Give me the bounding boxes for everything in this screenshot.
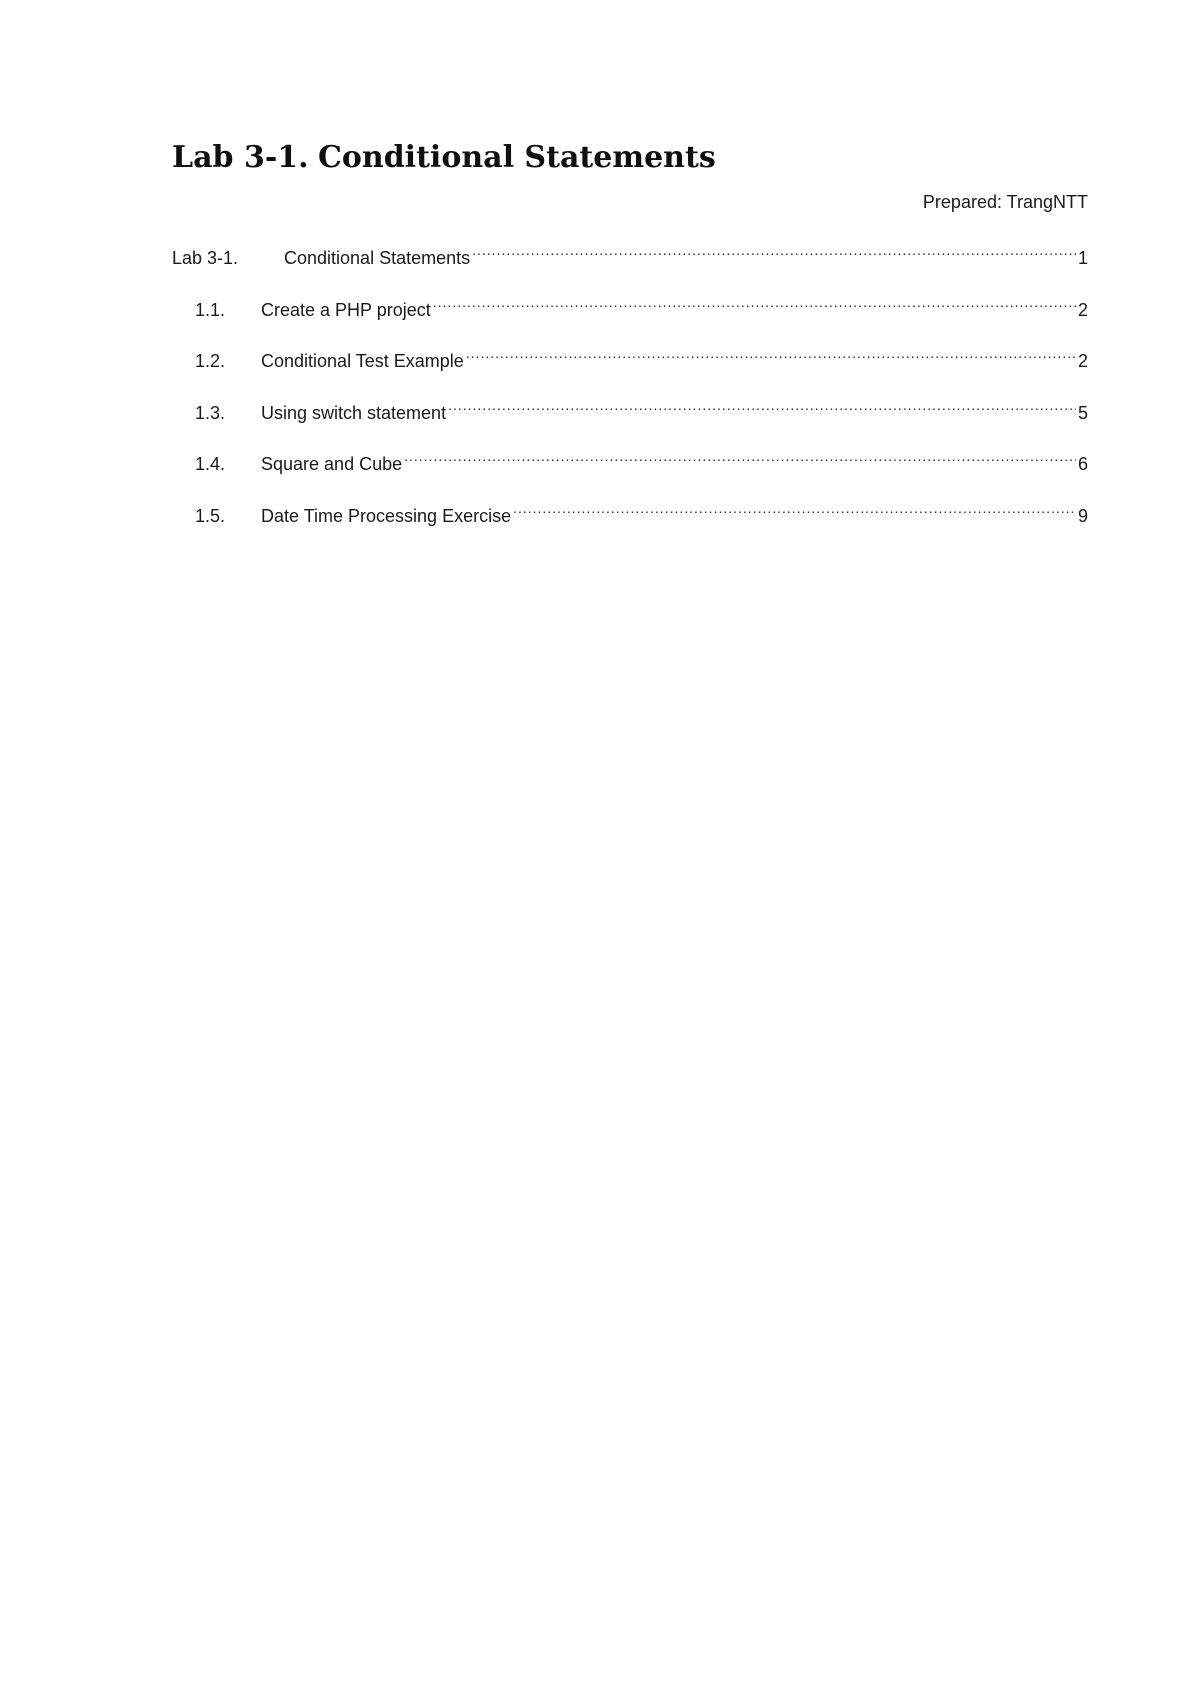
toc-entry[interactable] bbox=[172, 498, 1088, 550]
toc-entry-number: 1.1. bbox=[195, 299, 226, 320]
toc-entry-title: Date Time Processing Exercise bbox=[261, 505, 512, 526]
toc-entry[interactable] bbox=[172, 395, 1088, 447]
toc-entry-page: 2 bbox=[1077, 351, 1088, 371]
toc-entry-page: 9 bbox=[1077, 505, 1088, 526]
toc-entry-title: Conditional Statements bbox=[284, 248, 471, 268]
toc-entry-number: 1.3. bbox=[195, 402, 226, 423]
toc-entry-title: Conditional Test Example bbox=[261, 351, 464, 371]
toc-dot-leader bbox=[433, 292, 1076, 316]
toc-entry-page: 5 bbox=[1077, 402, 1088, 423]
table-of-contents bbox=[172, 240, 1088, 549]
prepared-by: Prepared: TrangNTT bbox=[922, 192, 1088, 212]
toc-entry-number: 1.5. bbox=[195, 505, 226, 526]
toc-entry-number: 1.2. bbox=[195, 351, 226, 371]
toc-entry-title: Create a PHP project bbox=[261, 299, 431, 320]
toc-entry[interactable] bbox=[172, 343, 1088, 395]
page-title bbox=[172, 138, 716, 178]
toc-dot-leader bbox=[448, 395, 1076, 419]
toc-entry-title: Using switch statement bbox=[261, 402, 447, 423]
toc-dot-leader bbox=[472, 240, 1076, 264]
toc-entry[interactable] bbox=[172, 446, 1088, 498]
toc-entry-page: 2 bbox=[1077, 299, 1088, 320]
toc-dot-leader bbox=[404, 446, 1076, 470]
toc-dot-leader bbox=[466, 343, 1076, 367]
toc-entry-page: 1 bbox=[1077, 248, 1088, 268]
toc-entry-number: 1.4. bbox=[195, 454, 226, 474]
heading-number: Lab 3-1. bbox=[172, 140, 309, 175]
heading-title: Conditional Statements bbox=[318, 140, 716, 175]
toc-entry-page: 6 bbox=[1077, 454, 1088, 474]
toc-entry-title: Square and Cube bbox=[261, 454, 403, 474]
toc-entry[interactable] bbox=[172, 292, 1088, 344]
toc-dot-leader bbox=[513, 498, 1076, 522]
toc-entry-number: Lab 3-1. bbox=[172, 248, 239, 268]
toc-entry[interactable] bbox=[172, 240, 1088, 292]
